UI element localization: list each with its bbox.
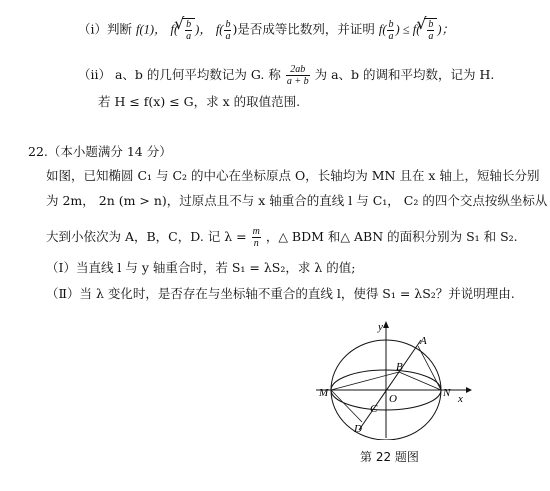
harmonic-frac: $\frac{2ab}{a + b}$ — [286, 64, 309, 87]
label-n: N — [443, 387, 451, 399]
lambda-frac: $\frac{m}{n}$ — [252, 226, 260, 249]
frac-b-over-a: $\frac{b}{a}$ — [225, 18, 231, 42]
part-i-label: （i）判断 — [78, 21, 132, 37]
label-c: C — [370, 403, 378, 415]
sqrt-b-over-a: √ $\frac{b}{a}$ — [182, 18, 195, 42]
label-b: B — [396, 361, 403, 373]
label-o: O — [389, 393, 397, 405]
segment-md — [331, 390, 362, 422]
q22-line1: 如图，已知椭圆 C₁ 与 C₂ 的中心在坐标原点 O，长轴均为 MN 且在 x 轴上，短轴长分别 — [46, 168, 540, 183]
x-axis-arrow — [466, 387, 472, 393]
part-ii-line: （ii） a、b 的几何平均数记为 G. 称 $\frac{2ab}{a + b}$ 为 a、b 的调和平均数，记为 H. — [78, 64, 495, 87]
q22-line3: 大到小依次为 A，B，C，D. 记 λ = $\frac{m}{n}$ ，△ BDM 和△ ABN 的面积分别为 S₁ 和 S₂. — [46, 226, 518, 249]
label-m: M — [319, 387, 329, 399]
line-l — [359, 340, 421, 430]
q22-line2: 为 2m， 2n (m > n)，过原点且不与 x 轴重合的直线 l 与 C₁， C₂ 的四个交点按纵坐标从 — [46, 193, 548, 208]
f1-expr: f(1)， — [135, 22, 167, 37]
figure-caption: 第 22 题图 — [360, 450, 419, 464]
ellipse-figure — [316, 320, 476, 440]
label-a: A — [420, 335, 427, 347]
label-y: y — [378, 321, 383, 333]
q22-sub2: （Ⅱ）当 λ 变化时，是否存在与坐标轴不重合的直线 l，使得 S₁ = λS₂？并说明理由. — [46, 286, 515, 301]
part-i-line: （i）判断 f(1)， f( √ $\frac{b}{a}$ )， f( $\frac{b}{a}$ )是否成等比数列，并证明 f( $\frac{b}{a}$ ) ≤ f( √ $\frac{b}{a}$ )； — [78, 18, 454, 42]
label-d: D — [354, 423, 362, 435]
label-x: x — [458, 393, 463, 405]
y-axis-arrow — [383, 321, 389, 328]
part-ii-condition: 若 H ≤ f(x) ≤ G，求 x 的取值范围. — [98, 94, 301, 109]
q22-heading: 22.（本小题满分 14 分） — [28, 144, 172, 159]
segment-na — [418, 346, 441, 390]
q22-sub1: （Ⅰ）当直线 l 与 y 轴重合时，若 S₁ = λS₂，求 λ 的值; — [46, 260, 356, 275]
